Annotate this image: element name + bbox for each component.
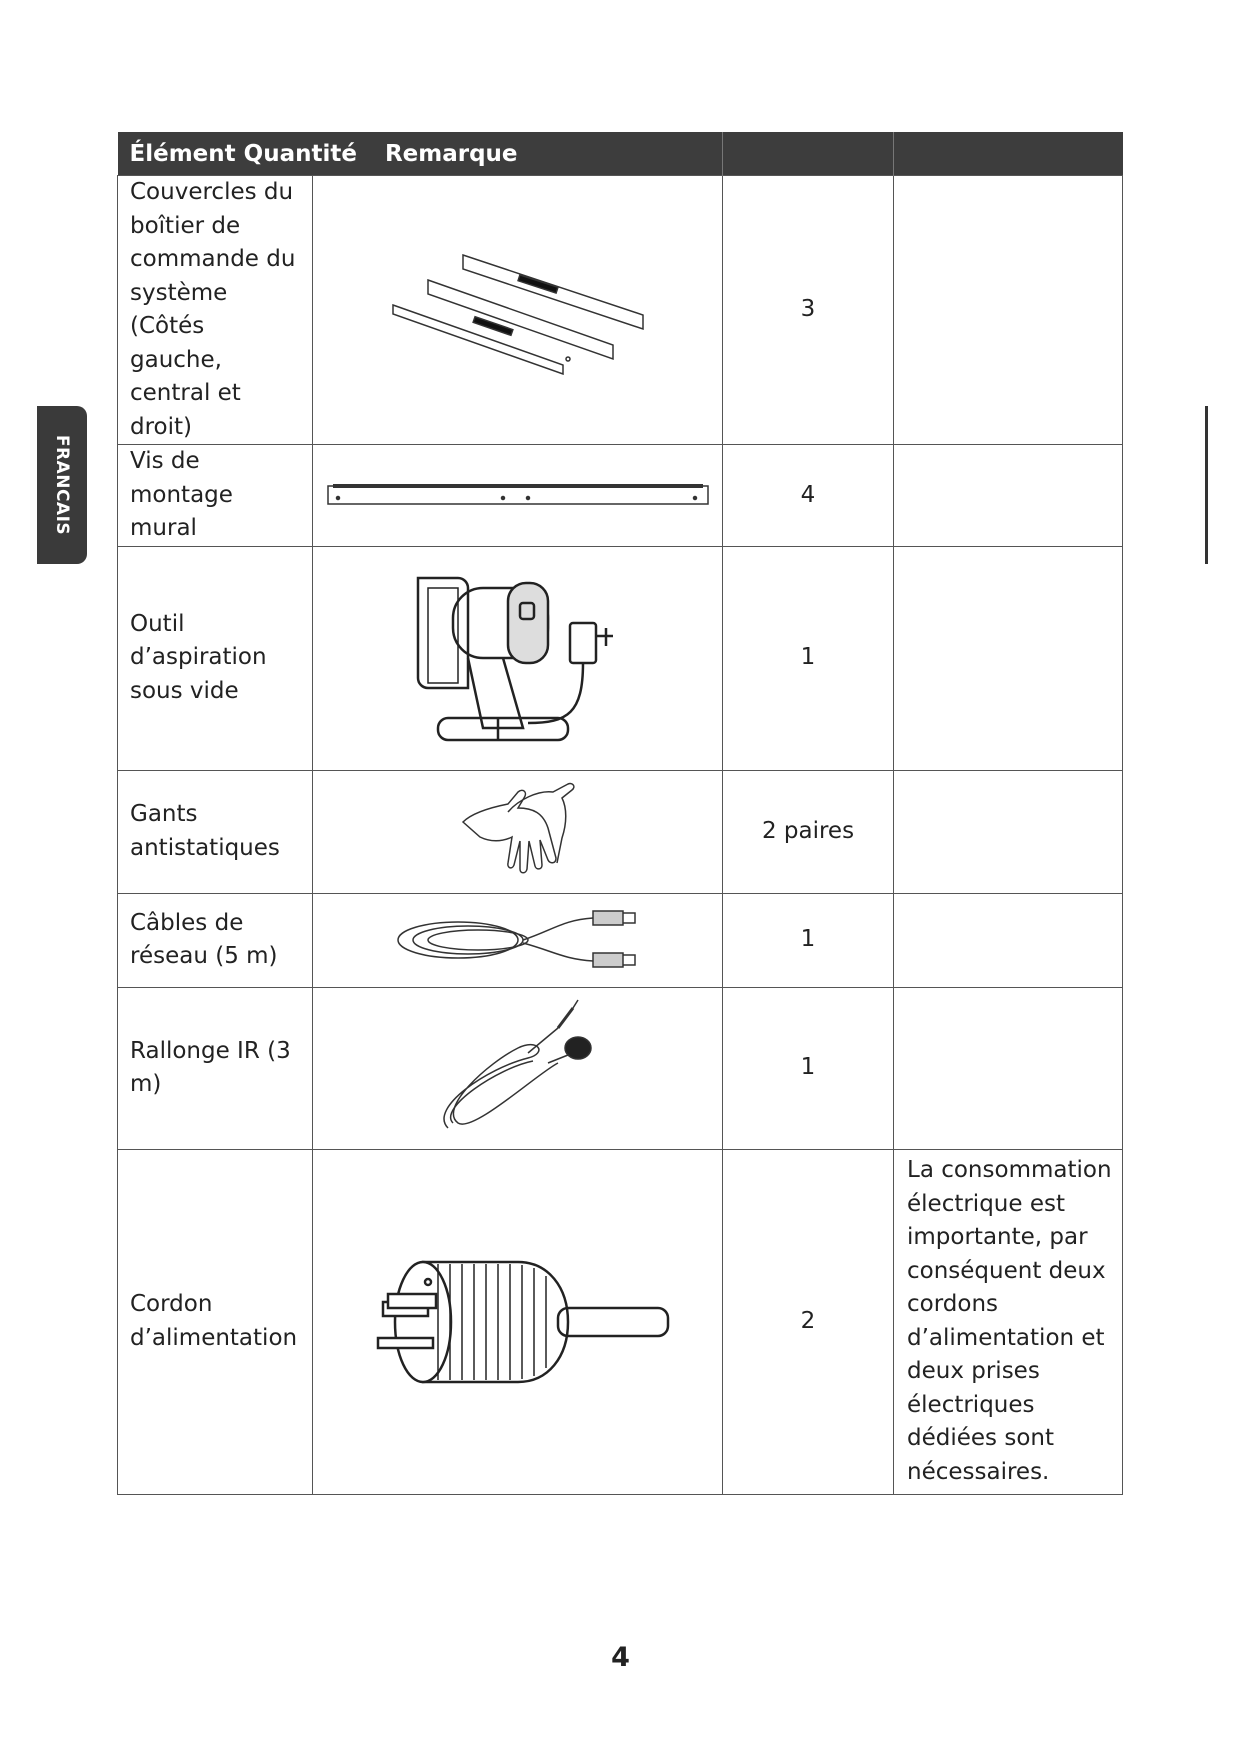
header-element: Élément [129, 140, 236, 167]
header-cell-empty-2 [894, 132, 1123, 176]
gloves-icon [453, 782, 583, 882]
item-name: Couvercles du boîtier de commande du système (Côtés gauche, central et droit) [118, 176, 313, 445]
item-qty: 4 [723, 445, 894, 547]
item-note [894, 893, 1123, 987]
table-row [118, 445, 1123, 547]
item-image [313, 770, 723, 893]
item-image [313, 893, 723, 987]
item-qty: 2 paires [723, 770, 894, 893]
item-qty: 2 [723, 1149, 894, 1494]
table-row [118, 546, 1123, 770]
ir-extension-icon [428, 998, 608, 1138]
table-header-row [118, 132, 1123, 176]
item-note [894, 176, 1123, 445]
table-row [118, 176, 1123, 445]
header-cell-empty-1 [723, 132, 894, 176]
item-note [894, 987, 1123, 1149]
item-note [894, 546, 1123, 770]
item-note [894, 445, 1123, 547]
header-cell-main [118, 132, 723, 176]
item-qty: 1 [723, 546, 894, 770]
mounting-rail-icon [323, 480, 713, 510]
item-name: Câbles de réseau (5 m) [118, 893, 313, 987]
network-cable-icon [393, 905, 643, 975]
power-plug-icon [358, 1252, 678, 1392]
item-name: Gants antistatiques [118, 770, 313, 893]
header-remarque: Remarque [384, 140, 518, 167]
item-name: Cordon d’alimentation [118, 1149, 313, 1494]
item-image [313, 546, 723, 770]
cover-panels-icon [388, 245, 648, 375]
item-qty: 3 [723, 176, 894, 445]
language-tab-label: FRANCAIS [52, 434, 72, 536]
item-note [894, 770, 1123, 893]
item-image [313, 176, 723, 445]
header-quantite: Quantité [243, 140, 357, 167]
language-tab [37, 406, 87, 564]
item-name: Rallonge IR (3 m) [118, 987, 313, 1149]
item-note: La consommation électrique est importante, par conséquent deux cordons d’alimentation et deux prises électriques dédiées sont nécessaires. [894, 1149, 1123, 1494]
item-image [313, 445, 723, 547]
table-row [118, 770, 1123, 893]
table-row [118, 987, 1123, 1149]
item-image [313, 1149, 723, 1494]
item-qty: 1 [723, 987, 894, 1149]
item-name: Vis de montage mural [118, 445, 313, 547]
item-image [313, 987, 723, 1149]
vacuum-tool-icon [398, 568, 638, 748]
item-qty: 1 [723, 893, 894, 987]
table-row [118, 1149, 1123, 1494]
table-row [118, 893, 1123, 987]
item-name: Outil d’aspiration sous vide [118, 546, 313, 770]
right-margin-mark [1205, 406, 1208, 564]
contents-table [117, 132, 1123, 1495]
page-number: 4 [611, 1642, 630, 1673]
